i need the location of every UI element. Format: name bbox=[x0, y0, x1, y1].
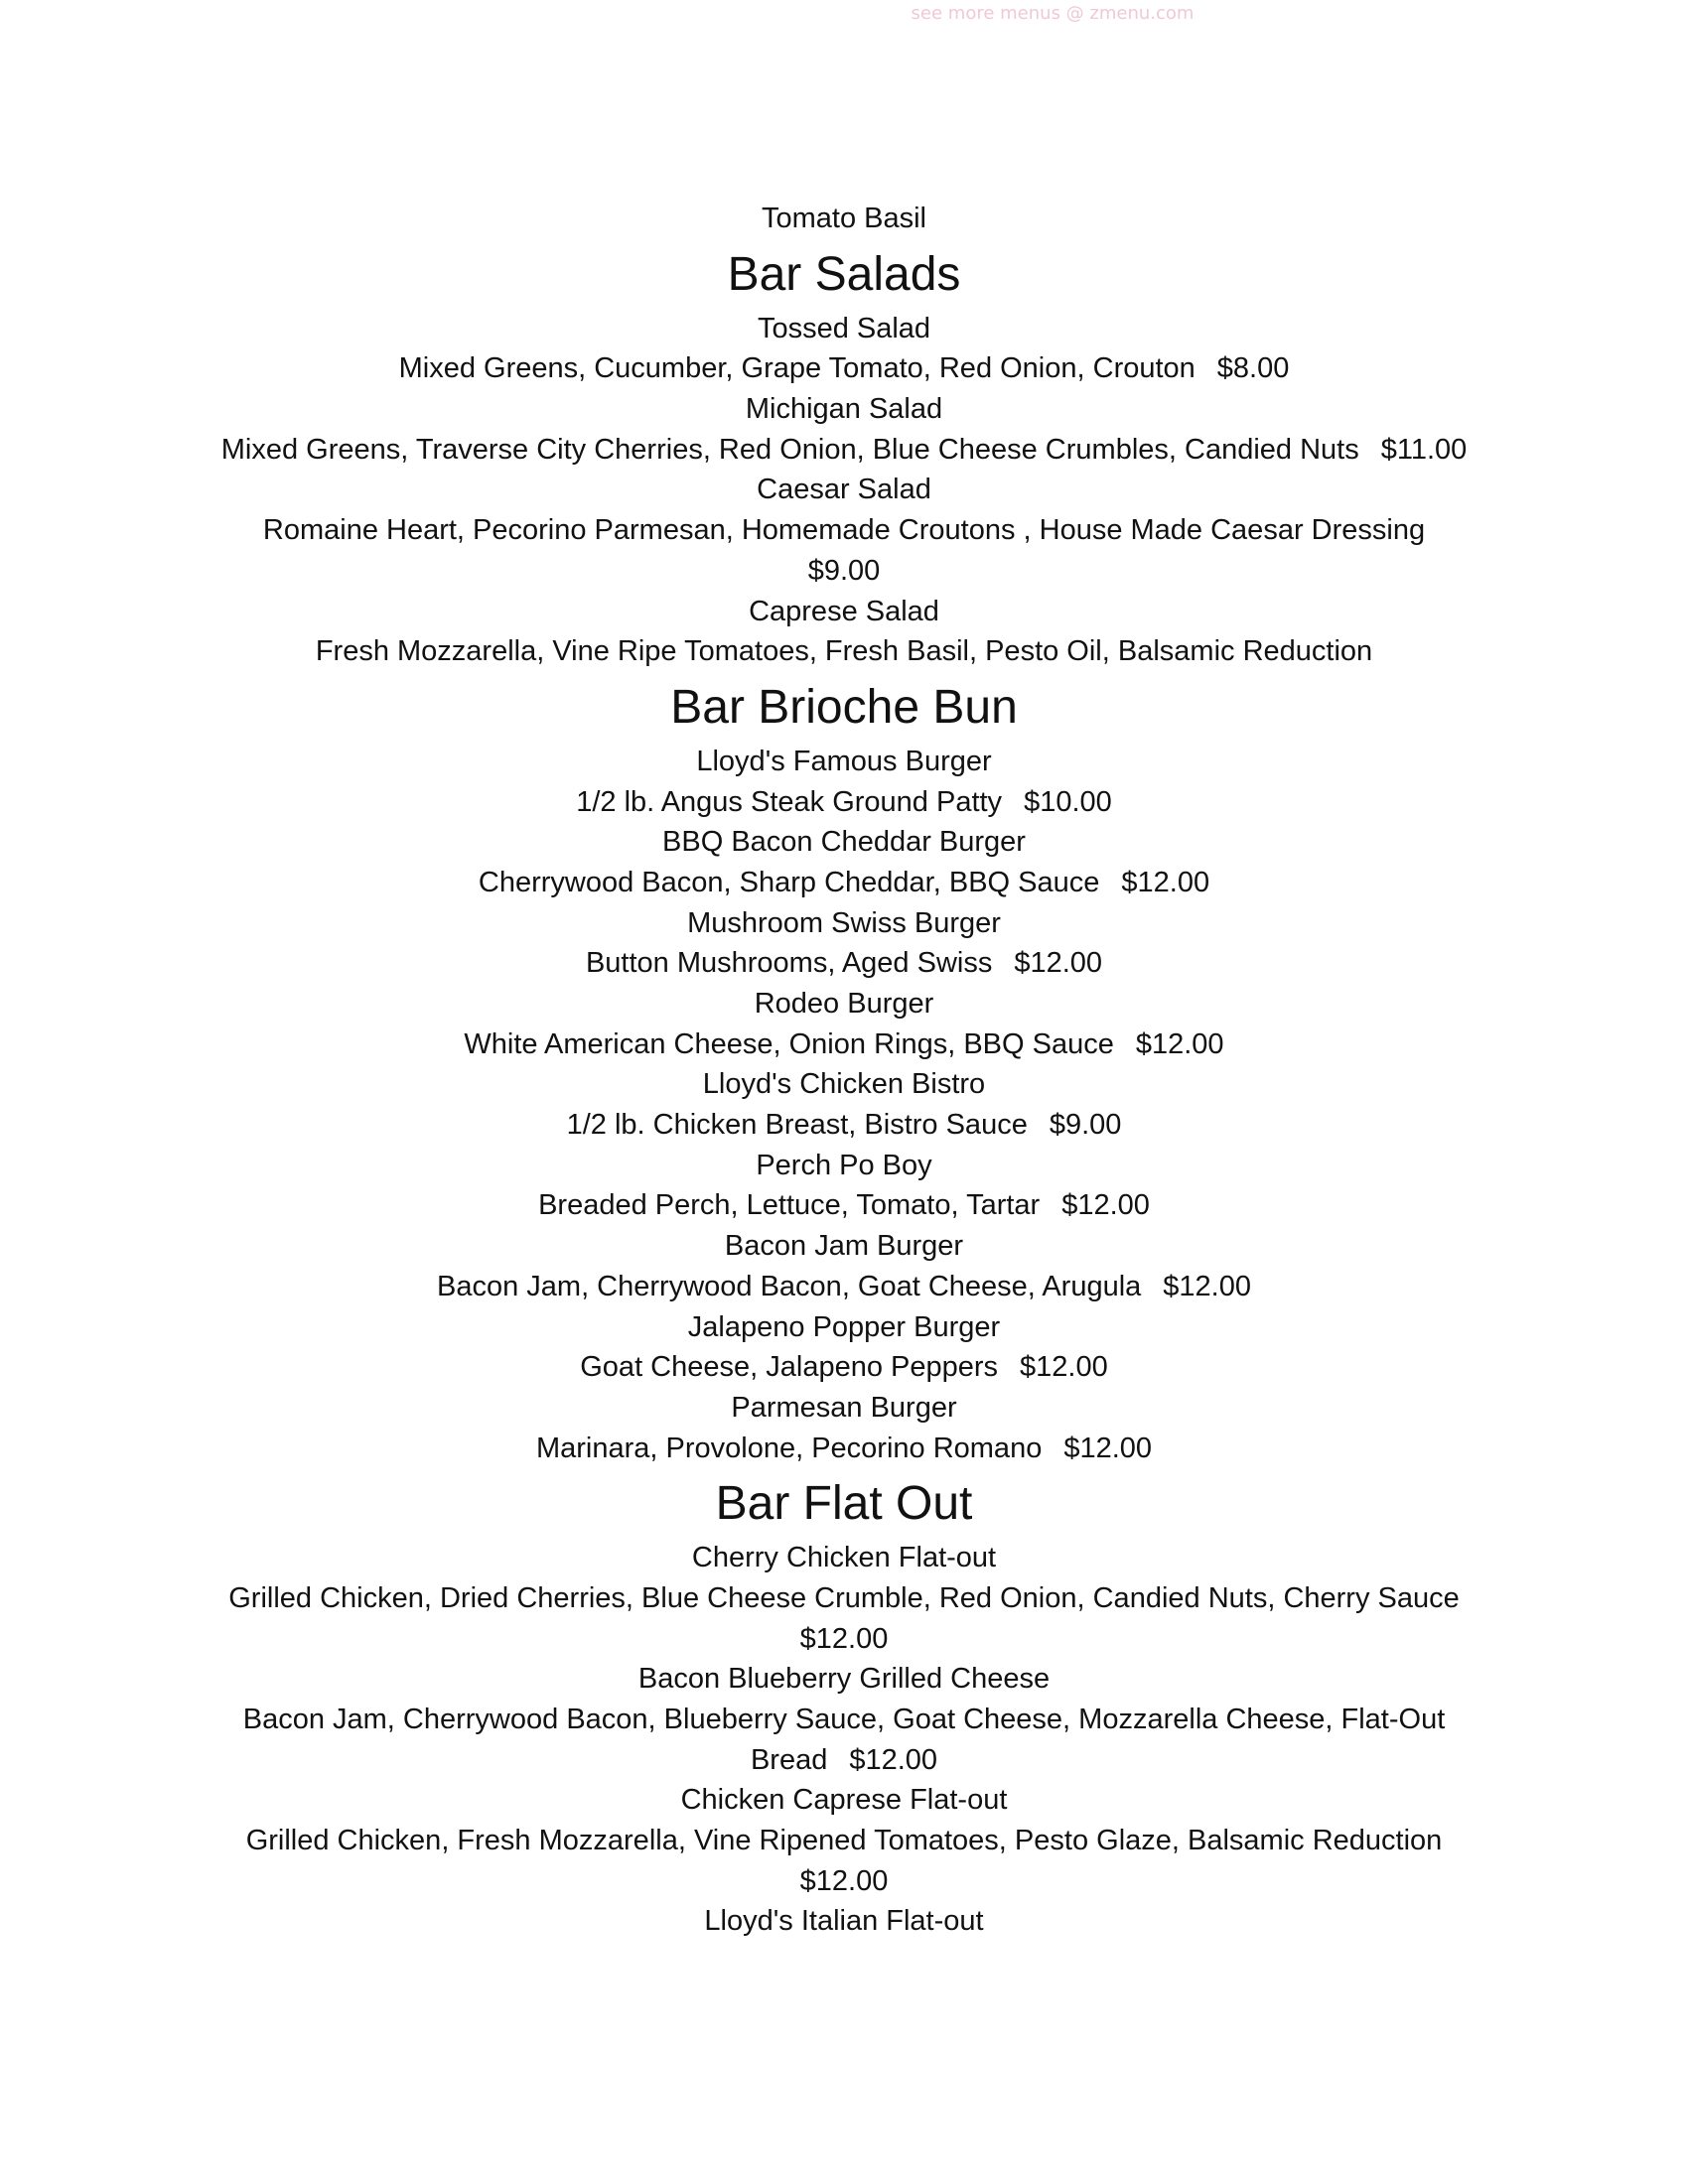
item-description-line bbox=[149, 1740, 1539, 1781]
item-description: Fresh Mozzarella, Vine Ripe Tomatoes, Fresh Basil, Pesto Oil, Balsamic Reduction bbox=[315, 635, 1373, 668]
item-description-line bbox=[149, 1347, 1539, 1388]
item-description-line bbox=[149, 1429, 1539, 1469]
section-title-salads: Bar Salads bbox=[727, 247, 961, 301]
item-description: 1/2 lb. Angus Steak Ground Patty bbox=[576, 785, 1003, 818]
item-description-line bbox=[149, 1024, 1539, 1065]
item-name: Lloyd's Famous Burger bbox=[696, 745, 992, 777]
item-name: Bacon Blueberry Grilled Cheese bbox=[637, 1663, 1051, 1696]
item-price: $9.00 bbox=[1049, 1109, 1122, 1142]
item-name: BBQ Bacon Cheddar Burger bbox=[662, 826, 1026, 859]
item-price: $12.00 bbox=[1063, 1432, 1153, 1464]
item-name: Tossed Salad bbox=[757, 312, 931, 344]
item-price: $8.00 bbox=[1216, 352, 1290, 385]
intro-item: Tomato Basil bbox=[761, 203, 926, 234]
item-description-line bbox=[149, 1185, 1539, 1226]
item-price: $11.00 bbox=[1380, 433, 1468, 466]
item-price: $12.00 bbox=[1061, 1189, 1150, 1222]
item-name: Mushroom Swiss Burger bbox=[687, 906, 1001, 939]
item-description: Button Mushrooms, Aged Swiss bbox=[585, 947, 993, 980]
item-description-line bbox=[149, 782, 1539, 823]
item-name: Perch Po Boy bbox=[756, 1149, 932, 1181]
item-description-line bbox=[149, 1267, 1539, 1307]
item-price: $12.00 bbox=[1163, 1270, 1251, 1302]
item-name: Rodeo Burger bbox=[754, 988, 934, 1020]
item-price: $12.00 bbox=[1014, 947, 1103, 980]
item-description: White American Cheese, Onion Rings, BBQ Sauce bbox=[464, 1027, 1114, 1060]
item-price: $12.00 bbox=[1020, 1351, 1108, 1384]
section-title-flatout: Bar Flat Out bbox=[715, 1477, 973, 1531]
item-description: Mixed Greens, Cucumber, Grape Tomato, Red Onion, Crouton bbox=[398, 352, 1196, 385]
item-price: $12.00 bbox=[1135, 1027, 1224, 1060]
item-description-line bbox=[149, 863, 1539, 903]
item-name: Caesar Salad bbox=[757, 474, 931, 506]
item-price: $12.00 bbox=[849, 1743, 938, 1776]
item-name: Parmesan Burger bbox=[731, 1391, 957, 1424]
item-description: Grilled Chicken, Fresh Mozzarella, Vine Ripened Tomatoes, Pesto Glaze, Balsamic Reduction bbox=[245, 1825, 1443, 1857]
item-description: Bacon Jam, Cherrywood Bacon, Goat Cheese, Arugula bbox=[437, 1270, 1142, 1302]
item-description-line bbox=[149, 1105, 1539, 1146]
item-price: $12.00 bbox=[1121, 866, 1210, 898]
item-price: $10.00 bbox=[1024, 785, 1112, 818]
item-name: Cherry Chicken Flat-out bbox=[691, 1542, 997, 1574]
item-price: $12.00 bbox=[799, 1864, 889, 1897]
item-description-line bbox=[149, 430, 1539, 471]
item-price: $12.00 bbox=[799, 1622, 889, 1655]
item-description: Goat Cheese, Jalapeno Peppers bbox=[580, 1351, 999, 1384]
item-description-line bbox=[149, 348, 1539, 389]
item-name: Chicken Caprese Flat-out bbox=[680, 1784, 1008, 1817]
item-description: Mixed Greens, Traverse City Cherries, Red Onion, Blue Cheese Crumbles, Candied Nuts bbox=[220, 433, 1359, 466]
item-name: Michigan Salad bbox=[745, 393, 943, 426]
item-name: Jalapeno Popper Burger bbox=[687, 1310, 1001, 1343]
menu-page bbox=[149, 199, 1539, 1942]
item-description: Cherrywood Bacon, Sharp Cheddar, BBQ Sauce bbox=[478, 866, 1100, 898]
item-description: 1/2 lb. Chicken Breast, Bistro Sauce bbox=[566, 1109, 1028, 1142]
watermark: see more menus @ zmenu.com bbox=[911, 3, 1195, 24]
item-description-continued: Bread bbox=[750, 1743, 828, 1776]
item-description: Bacon Jam, Cherrywood Bacon, Blueberry Sauce, Goat Cheese, Mozzarella Cheese, Flat-Out bbox=[242, 1704, 1446, 1735]
item-name: Lloyd's Chicken Bistro bbox=[702, 1068, 986, 1101]
item-description: Marinara, Provolone, Pecorino Romano bbox=[535, 1432, 1043, 1464]
item-name: Bacon Jam Burger bbox=[724, 1230, 964, 1263]
section-title-brioche: Bar Brioche Bun bbox=[670, 680, 1018, 734]
item-name: Lloyd's Italian Flat-out bbox=[704, 1905, 984, 1938]
item-description-line bbox=[149, 943, 1539, 984]
item-description: Romaine Heart, Pecorino Parmesan, Homemade Croutons , House Made Caesar Dressing bbox=[262, 514, 1426, 547]
item-price: $9.00 bbox=[807, 554, 881, 587]
item-description: Breaded Perch, Lettuce, Tomato, Tartar bbox=[538, 1189, 1041, 1222]
item-description: Grilled Chicken, Dried Cherries, Blue Cheese Crumble, Red Onion, Candied Nuts, Cherry Sauce bbox=[228, 1581, 1460, 1614]
item-name: Caprese Salad bbox=[749, 595, 939, 627]
